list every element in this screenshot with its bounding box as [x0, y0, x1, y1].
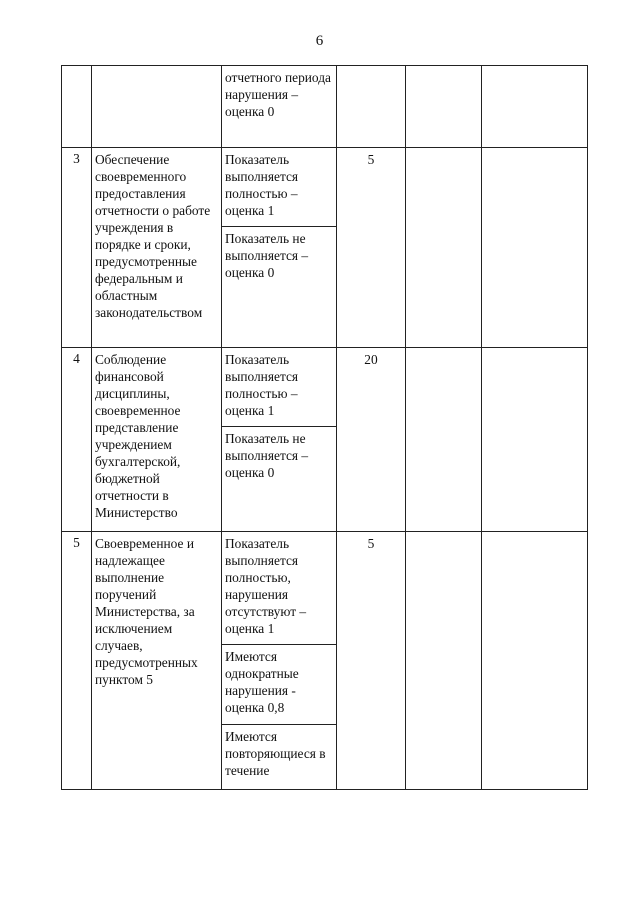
- indicator-cell: [222, 66, 337, 148]
- score-value: 5: [367, 536, 375, 551]
- criterion-name: [92, 66, 221, 72]
- criterion-name-cell: [92, 148, 222, 348]
- table-row: [62, 66, 588, 148]
- empty-cell: [406, 66, 482, 148]
- empty-cell: [406, 148, 482, 348]
- score-value: 20: [364, 352, 378, 367]
- indicator-option: Имеются однократные нарушения - оценка 0,8: [222, 645, 336, 725]
- criterion-name: Своевременное и надлежащее выполнение поручений Министерства, за исключением случаев, предусмотренных пунктом 5: [95, 536, 198, 687]
- empty-cell: [406, 532, 482, 790]
- criteria-table: [61, 65, 588, 790]
- criterion-name-cell: [92, 348, 222, 532]
- empty-cell: [406, 348, 482, 532]
- score-cell: [337, 532, 406, 790]
- empty-cell: [482, 348, 588, 532]
- page-number: 6: [315, 33, 324, 49]
- row-number: 5: [73, 535, 80, 550]
- indicator-option: отчетного периода нарушения – оценка 0: [225, 70, 331, 119]
- score-value: 5: [367, 152, 375, 167]
- table-row: [62, 348, 588, 532]
- indicator-option: Имеются повторяющиеся в течение: [225, 729, 326, 778]
- indicator-option: Показатель выполняется полностью – оценка 1: [222, 348, 336, 427]
- indicator-option: Показатель не выполняется – оценка 0: [225, 431, 309, 480]
- indicator-cell: [222, 148, 337, 348]
- score-value: [337, 66, 405, 69]
- row-number: [62, 66, 91, 68]
- criterion-name-cell: [92, 532, 222, 790]
- indicator-option: Показатель не выполняется – оценка 0: [225, 231, 309, 280]
- row-number-cell: [62, 532, 92, 790]
- criterion-name-cell: [92, 66, 222, 148]
- row-number: 4: [73, 351, 80, 366]
- criterion-name: Обеспечение своевременного предоставления отчетности о работе учреждения в порядке и сроки, предусмотренные федеральным и областным законодательством: [95, 152, 211, 320]
- indicator-cell: [222, 532, 337, 790]
- empty-cell: [482, 66, 588, 148]
- indicator-option: Показатель выполняется полностью, нарушения отсутствуют – оценка 1: [222, 532, 336, 645]
- score-cell: [337, 148, 406, 348]
- table-row: [62, 148, 588, 348]
- score-cell: [337, 348, 406, 532]
- indicator-option: Показатель выполняется полностью – оценка 1: [222, 148, 336, 227]
- row-number-cell: [62, 348, 92, 532]
- criterion-name: Соблюдение финансовой дисциплины, своевременное представление учреждением бухгалтерской, бюджетной отчетности в Министерство: [95, 352, 181, 520]
- empty-cell: [482, 148, 588, 348]
- table-row: [62, 532, 588, 790]
- row-number-cell: [62, 66, 92, 148]
- indicator-cell: [222, 348, 337, 532]
- row-number-cell: [62, 148, 92, 348]
- empty-cell: [482, 532, 588, 790]
- score-cell: [337, 66, 406, 148]
- row-number: 3: [73, 151, 80, 166]
